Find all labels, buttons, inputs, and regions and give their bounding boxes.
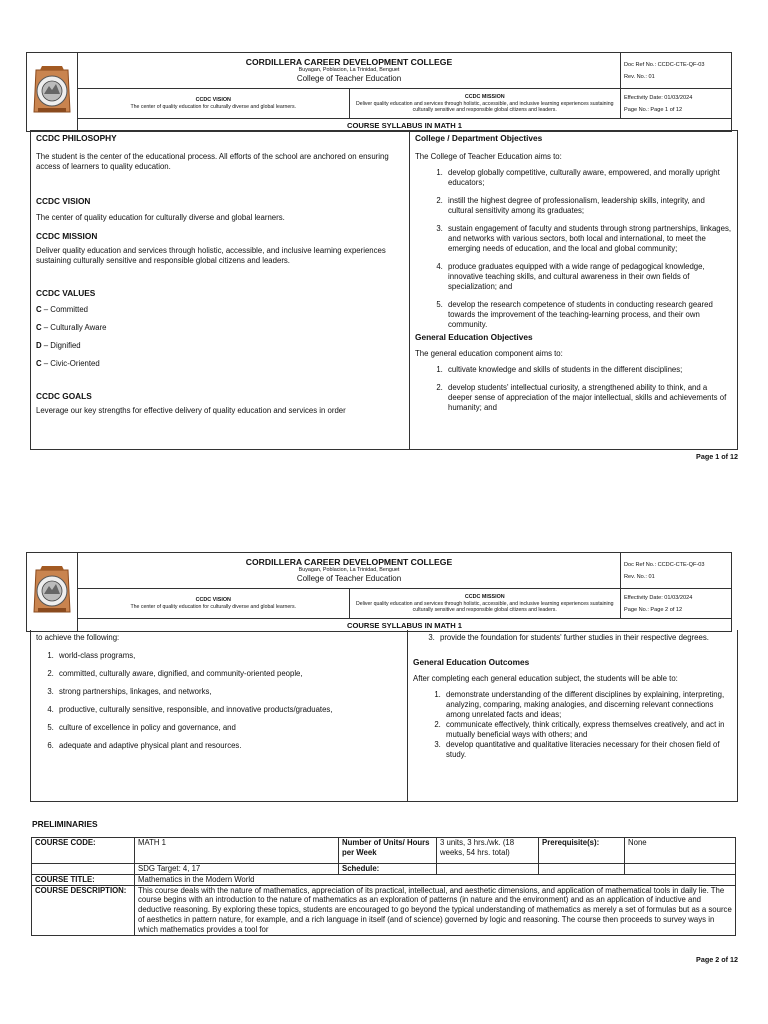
college-address: Buyagan, Poblacion, La Trinidad, Benguet (298, 567, 400, 573)
goals-list (36, 651, 402, 751)
list-item: 4. productive, culturally sensitive, responsible, and innovative products/graduates, (56, 705, 402, 715)
list-item: 2. committed, culturally aware, dignified, and community-oriented people, (56, 669, 402, 679)
list-item: 1. cultivate knowledge and skills of students in the different disciplines; (445, 365, 732, 375)
list-item: 2. develop students' intellectual curiosity, a strengthened ability to think, and a deeper sense of appreciation of the major intellectual, skills and achievements of humanity; and (445, 383, 732, 413)
college-department: College of Teacher Education (296, 74, 402, 83)
table-row (32, 874, 736, 885)
prerequisite-label: Prerequisite(s): (539, 838, 625, 864)
college-name: CORDILLERA CAREER DEVELOPMENT COLLEGE (245, 57, 453, 67)
mission-heading: CCDC MISSION (36, 231, 98, 241)
effectivity-cell (621, 89, 732, 119)
doc-ref (621, 553, 732, 589)
header-vision-cell (78, 89, 350, 119)
course-title-value: Mathematics in the Modern World (135, 874, 736, 885)
value-item (36, 305, 404, 315)
list-item: 6. adequate and adaptive physical plant and resources. (56, 741, 402, 751)
effectivity-cell (621, 589, 732, 619)
ge-objectives-intro: The general education component aims to: (415, 349, 563, 358)
header-vision-text: The center of quality education for culturally diverse and global learners. (130, 103, 297, 110)
sdg-target: SDG Target: 4, 17 (135, 864, 339, 875)
page-1 (0, 0, 768, 470)
page2-right-column (407, 630, 737, 801)
list-item: 3. develop quantitative and qualitative literacies necessary for their chosen field of study. (443, 740, 732, 760)
header-mission-cell (349, 89, 621, 119)
units-label: Number of Units/ Hours per Week (339, 838, 437, 864)
page1-content-box (30, 130, 738, 450)
header-vision-title: CCDC VISION (195, 596, 231, 603)
value-item (36, 323, 404, 333)
value-letter: C (36, 323, 42, 332)
mission-text: Deliver quality education and services through holistic, accessible, and inclusive learning experiences sustaining culturally sensitive and responsible global citizens and leaders. (36, 246, 386, 265)
college-objectives-intro: The College of Teacher Education aims to: (415, 152, 562, 161)
list-item: 5. develop the research competence of students in conducting research geared towards the improvement of the teaching-learning process, and their own community. (445, 300, 732, 330)
list-item: 2. instill the highest degree of professionalism, leadership skills, integrity, and cultural sensitivity among its graduates; (445, 196, 732, 216)
value-item (36, 359, 404, 369)
goals-heading: CCDC GOALS (36, 391, 92, 401)
list-item: 2. communicate effectively, think critically, express themselves creatively, and act in mutually beneficial ways with others; and (443, 720, 732, 740)
header-vision-cell (78, 589, 350, 619)
header-mission-title: CCDC MISSION (464, 93, 505, 100)
page-2 (0, 500, 768, 1024)
page2-content-box (30, 630, 738, 802)
page-no-text: Page No.: Page 1 of 12 (624, 106, 683, 113)
document-header (26, 52, 732, 130)
syllabus-title: COURSE SYLLABUS IN MATH 1 (78, 619, 732, 632)
ge-objectives-heading: General Education Objectives (415, 332, 533, 342)
course-title-label: COURSE TITLE: (32, 874, 135, 885)
vision-heading: CCDC VISION (36, 196, 91, 206)
page1-left-column (31, 131, 409, 449)
value-letter: C (36, 359, 42, 368)
list-item: 1. world-class programs, (56, 651, 402, 661)
college-logo-cell (27, 553, 78, 632)
table-row (32, 864, 736, 875)
header-mission-cell (349, 589, 621, 619)
page-footer: Page 2 of 12 (696, 955, 738, 964)
course-code-value: MATH 1 (135, 838, 339, 864)
rev-no-text: Rev. No.: 01 (624, 73, 655, 80)
ge-outcomes-intro: After completing each general education subject, the students will be able to: (413, 674, 678, 683)
doc-ref (621, 53, 732, 89)
list-item: 4. produce graduates equipped with a wide range of pedagogical knowledge, innovative teaching skills, and cultural awareness in their own fields of specialization; and (445, 262, 732, 292)
header-mission-title: CCDC MISSION (464, 593, 505, 600)
value-text: – Culturally Aware (41, 323, 107, 332)
college-name: CORDILLERA CAREER DEVELOPMENT COLLEGE (245, 557, 453, 567)
college-address: Buyagan, Poblacion, La Trinidad, Benguet (298, 67, 400, 73)
vision-text: The center of quality education for culturally diverse and global learners. (36, 213, 285, 222)
ge-objectives-list-continued (413, 633, 732, 643)
header-vision-text: The center of quality education for culturally diverse and global learners. (130, 603, 297, 610)
goals-continued: to achieve the following: (36, 633, 120, 642)
table-row (32, 838, 736, 864)
course-description-label: COURSE DESCRIPTION: (32, 885, 135, 935)
college-title-cell (78, 53, 621, 89)
schedule-label: Schedule: (339, 864, 437, 875)
effectivity-text: Effectivity Date: 01/03/2024 (624, 94, 693, 101)
values-list (36, 305, 404, 369)
preliminaries-table (31, 837, 736, 936)
effectivity-text: Effectivity Date: 01/03/2024 (624, 594, 693, 601)
list-item: 5. culture of excellence in policy and governance, and (56, 723, 402, 733)
rev-no-text: Rev. No.: 01 (624, 573, 655, 580)
college-department: College of Teacher Education (296, 574, 402, 583)
philosophy-heading: CCDC PHILOSOPHY (36, 133, 117, 143)
value-text: – Committed (41, 305, 89, 314)
table-row (32, 885, 736, 935)
doc-ref-text: Doc Ref No.: CCDC-CTE-QF-03 (624, 561, 705, 568)
doc-ref-text: Doc Ref No.: CCDC-CTE-QF-03 (624, 61, 705, 68)
list-item: 3. sustain engagement of faculty and students through strong partnerships, linkages, and networks with various sectors, both local and international, to meet the emerging needs of education, and the local and global community; (445, 224, 732, 254)
document-header (26, 552, 732, 630)
page2-left-column (31, 630, 407, 801)
ge-objectives-list (415, 365, 732, 413)
ge-outcomes-list (413, 690, 732, 760)
college-seal-icon (30, 560, 74, 620)
list-item: 1. develop globally competitive, culturally aware, empowered, and morally upright educators; (445, 168, 732, 188)
value-text: – Civic-Oriented (41, 359, 100, 368)
value-letter: C (36, 305, 42, 314)
units-value: 3 units, 3 hrs./wk. (18 weeks, 54 hrs. total) (437, 838, 539, 864)
list-item: 3. provide the foundation for students' further studies in their respective degrees. (437, 633, 732, 643)
list-item: 3. strong partnerships, linkages, and networks, (56, 687, 402, 697)
header-mission-text: Deliver quality education and services through holistic, accessible, and inclusive learning experiences sustaining culturally sensitive and responsible global citizens and leaders. (355, 100, 614, 113)
value-text: – Dignified (41, 341, 81, 350)
values-heading: CCDC VALUES (36, 288, 96, 298)
college-objectives-list (415, 168, 732, 330)
syllabus-title: COURSE SYLLABUS IN MATH 1 (78, 119, 732, 132)
value-letter: D (36, 341, 42, 350)
course-code-label: COURSE CODE: (32, 838, 135, 864)
page-footer: Page 1 of 12 (696, 452, 738, 461)
header-vision-title: CCDC VISION (195, 96, 231, 103)
value-item (36, 341, 404, 351)
page-no-text: Page No.: Page 2 of 12 (624, 606, 683, 613)
page1-right-column (409, 131, 737, 449)
prerequisite-value: None (625, 838, 736, 864)
ge-outcomes-heading: General Education Outcomes (413, 657, 530, 667)
header-mission-text: Deliver quality education and services through holistic, accessible, and inclusive learning experiences sustaining culturally sensitive and responsible global citizens and leaders. (355, 600, 614, 613)
goals-text: Leverage our key strengths for effective delivery of quality education and services in order (36, 406, 346, 415)
college-title-cell (78, 553, 621, 589)
preliminaries-heading: PRELIMINARIES (32, 819, 98, 829)
college-seal-icon (30, 60, 74, 120)
philosophy-text: The student is the center of the educational process. All efforts of the school are anchored on ensuring access of learners to quality education. (36, 152, 389, 171)
course-description-value: This course deals with the nature of mathematics, appreciation of its practical, intellectual, and aesthetic dimensions, and application of mathematical tools in daily lie. The course begins with an introduction to the nature of mathematics as an exploration of patterns (in nature and the environment) and as an application of inductive and deductive reasoning. By exploring these topics, students are encouraged to go beyond the typical understanding of mathematics as merely a set of formulas but as a source of aesthetics in pattern nature, for example, and a rich language in itself (and of science) governed by logic and reasoning. The course then proceeds to survey ways in which mathematics provides a tool for (135, 885, 736, 935)
college-objectives-heading: College / Department Objectives (415, 133, 543, 143)
college-logo-cell (27, 53, 78, 132)
list-item: 1. demonstrate understanding of the different disciplines by explaining, interpreting, analyzing, comparing, making analogies, and discerning relevant connections among unrelated facts and ideas; (443, 690, 732, 720)
